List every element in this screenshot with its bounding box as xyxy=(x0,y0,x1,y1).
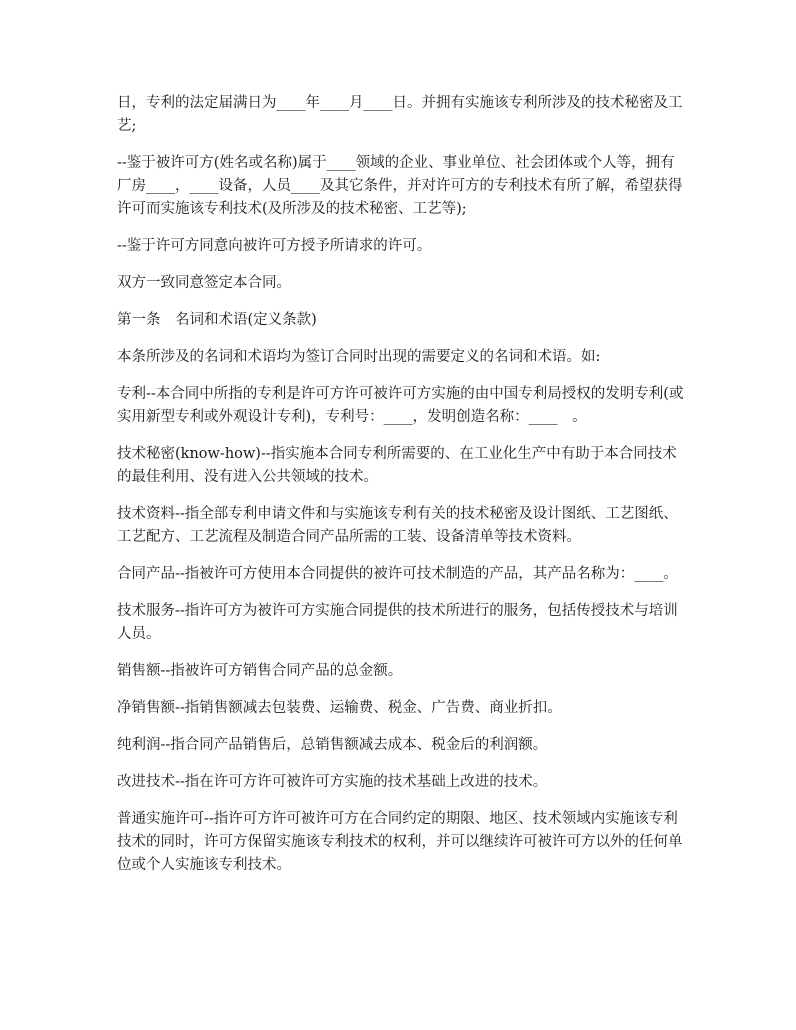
definition-ordinary-license: 普通实施许可--指许可方许可被许可方在合同约定的期限、地区、技术领域内实施该专利技术的同时，许可方保留实施该专利技术的权利，并可以继续许可被许可方以外的任何单位或个人实施该专利技术。 xyxy=(117,811,683,873)
paragraph-patent-expiry: 日，专利的法定届满日为____年____月____日。并拥有实施该专利所涉及的技术秘密及工艺; xyxy=(117,95,683,134)
paragraph-licensor-consent: --鉴于许可方同意向被许可方授予所请求的许可。 xyxy=(117,238,432,254)
definition-improved-technology: 改进技术--指在许可方许可被许可方实施的技术基础上改进的技术。 xyxy=(117,774,548,790)
definition-sales-amount: 销售额--指被许可方销售合同产品的总金额。 xyxy=(117,663,403,679)
definition-contract-product: 合同产品--指被许可方使用本合同提供的被许可技术制造的产品，其产品名称为：____。 xyxy=(117,566,678,582)
definition-technical-service: 技术服务--指许可方为被许可方实施合同提供的技术所进行的服务，包括传授技术与培训人员。 xyxy=(117,603,678,642)
definition-net-sales: 净销售额--指销售额减去包装费、运输费、税金、广告费、商业折扣。 xyxy=(117,700,562,716)
paragraph-terms-intro: 本条所涉及的名词和术语均为签订合同时出现的需要定义的名词和术语。如: xyxy=(117,349,601,365)
definition-know-how: 技术秘密(know-how)--指实施本合同专利所需要的、在工业化生产中有助于本合同技术的最佳利用、没有进入公共领域的技术。 xyxy=(117,446,677,485)
article-heading: 第一条 名词和术语(定义条款) xyxy=(117,312,317,328)
paragraph-agreement: 双方一致同意签定本合同。 xyxy=(117,275,291,291)
document-body xyxy=(117,92,685,891)
definition-net-profit: 纯利润--指合同产品销售后，总销售额减去成本、税金后的利润额。 xyxy=(117,737,548,753)
definition-technical-data: 技术资料--指全部专利申请文件和与实施该专利有关的技术秘密及设计图纸、工艺图纸、工艺配方、工艺流程及制造合同产品所需的工装、设备清单等技术资料。 xyxy=(117,506,678,545)
paragraph-licensee-recital: --鉴于被许可方(姓名或名称)属于____领域的企业、事业单位、社会团体或个人等，拥有厂房____，____设备，人员____及其它条件，并对许可方的专利技术有所了解，希望获得许可而实施该专利技术(及所涉及的技术秘密、工艺等); xyxy=(117,155,683,217)
definition-patent: 专利--本合同中所指的专利是许可方许可被许可方实施的由中国专利局授权的发明专利(或实用新型专利或外观设计专利)，专利号：____，发明创造名称：____ 。 xyxy=(117,386,684,425)
